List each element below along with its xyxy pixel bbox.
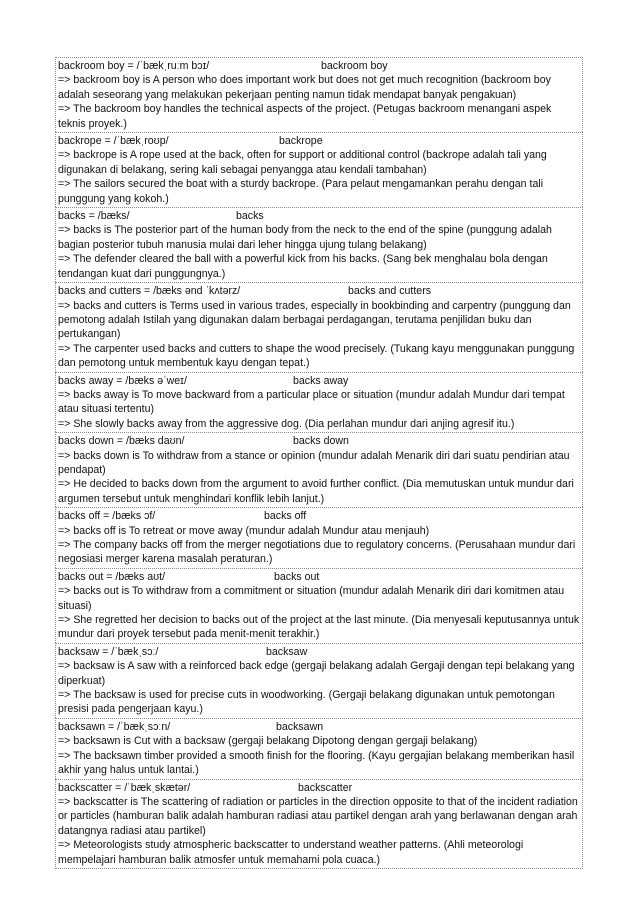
example: => The sailors secured the boat with a sturdy backrope. (Para pelaut mengamankan perahu dengan tali punggung yang kokoh.) [58,178,544,205]
example: => The company backs off from the merger negotiations due to regulatory concerns. (Perusahaan mundur dari negosiasi merger karena masalah peraturan.) [58,539,576,566]
pronunciation: backscatter = /ˈbækˌskætər/ [58,781,191,794]
entry-backsaw [55,643,583,718]
headword: backs off [264,510,307,523]
pronunciation: backrope = /ˈbækˌroʊp/ [58,135,169,148]
definition: => backs out is To withdraw from a commitment or situation (mundur adalah Menarik diri dari komitmen atau situasi) [58,585,565,612]
entry-header [58,434,580,448]
example: => The backsawn timber provided a smooth finish for the flooring. (Kayu gergajian belakang memberikan hasil akhir yang halus untuk lantai.) [58,749,575,777]
entry-header [58,720,580,734]
definition: => backs is The posterior part of the human body from the neck to the end of the spine (punggung adalah bagian posterior tubuh manusia mulai dari leher hingga ujung tulang belakang) [58,224,552,251]
entry-header [58,509,580,523]
pronunciation: backs = /bæks/ [58,210,130,223]
entry-backscatter [55,779,583,869]
definition: => backs away is To move backward from a particular place or situation (mundur adalah Mundur dari tempat atau situasi tertentu) [58,388,565,416]
example: => She regretted her decision to backs out of the project at the last minute. (Dia menyesali keputusannya untuk mundur dari proyek tersebut pada menit-menit terakhir.) [58,614,580,641]
definition: => backs down is To withdraw from a stance or opinion (mundur adalah Menarik diri dari suatu pendirian atau pendapat) [58,449,570,476]
example: => She slowly backs away from the aggressive dog. (Dia perlahan mundur dari anjing agresif itu.) [58,417,515,430]
entry-backsawn [55,718,583,779]
headword: backs down [293,435,349,448]
entry-header [58,284,580,298]
entry-backs-and-cutters [55,282,583,371]
example: => The defender cleared the ball with a powerful kick from his backs. (Sang bek menghalau bola dengan tendangan kuat dari punggungnya.) [58,253,548,280]
example: => The backsaw is used for precise cuts in woodworking. (Gergaji belakang digunakan untuk pemotongan presisi pada pengerjaan kayu.) [58,689,555,716]
entry-backs [55,207,583,282]
example: => The carpenter used backs and cutters to shape the wood precisely. (Tukang kayu menggunakan punggung dan pemotong untuk membentuk kayu dengan tepat.) [58,342,575,370]
entry-backs-off [55,507,583,568]
headword: backroom boy [321,60,388,72]
entry-header [58,59,580,73]
headword: backsaw [266,645,308,658]
headword: backrope [279,135,323,148]
pronunciation: backroom boy = /ˈbækˌruːm bɔɪ/ [58,60,210,72]
headword: backs [236,210,264,223]
entry-header [58,570,580,584]
pronunciation: backs away = /bæks əˈweɪ/ [58,374,187,387]
pronunciation: backs and cutters = /bæks ənd ˈkʌtərz/ [58,285,241,298]
definition: => backs and cutters is Terms used in various trades, especially in bookbinding and carpentry (punggung dan pemotong adalah Istilah yang digunakan dalam berbagai perdagangan, terutama penjilidan buku dan pertukangan) [58,299,571,341]
example: => He decided to backs down from the argument to avoid further conflict. (Dia memutuskan untuk mundur dari argumen tersebut untuk menghindari konflik lebih lanjut.) [58,478,574,505]
headword: backs out [274,570,320,583]
entry-backs-away [55,372,583,433]
definition: => backrope is A rope used at the back, often for support or additional control (backrope adalah tali yang digunakan di belakang, sering kali sebagai penyangga atau kendali tambahan) [58,149,547,176]
entry-header [58,645,580,659]
entry-header [58,209,580,223]
definition: => backsawn is Cut with a backsaw (gergaji belakang Dipotong dengan gergaji belakang) [58,735,478,748]
pronunciation: backsaw = /ˈbækˌsɔː/ [58,645,159,658]
pronunciation: backsawn = /ˈbækˌsɔːn/ [58,720,171,733]
pronunciation: backs out = /bæks aʊt/ [58,570,166,583]
pronunciation: backs down = /bæks daʊn/ [58,435,185,448]
headword: backs and cutters [348,285,432,298]
definition: => backs off is To retreat or move away (mundur adalah Mundur atau menjauh) [58,524,430,537]
entry-backroom-boy [55,57,583,132]
definition: => backsaw is A saw with a reinforced back edge (gergaji belakang adalah Gergaji dengan tepi belakang yang diperkuat) [58,660,575,687]
definition: => backroom boy is A person who does important work but does not get much recognition (backroom boy adalah seseorang yang melakukan pekerjaan penting namun tidak mendapat banyak pengakuan) [58,74,551,101]
entry-backrope [55,132,583,207]
entry-backs-out [55,568,583,643]
headword: backs away [293,374,349,387]
headword: backsawn [276,720,324,733]
entry-header [58,134,580,148]
entry-backs-down [55,432,583,507]
definition: => backscatter is The scattering of radiation or particles in the direction opposite to that of the incident radiation or particles (hamburan balik adalah hamburan radiasi atau partikel dengan arah yang berlawanan dengan arah datangnya radiasi atau partikel) [58,795,578,837]
headword: backscatter [298,781,353,794]
entry-header [58,374,580,388]
entry-header [58,781,580,795]
dictionary-page [55,57,583,869]
example: => The backroom boy handles the technical aspects of the project. (Petugas backroom menangani aspek teknis proyek.) [58,103,552,130]
example: => Meteorologists study atmospheric backscatter to understand weather patterns. (Ahli meteorologi mempelajari hamburan balik atmosfer untuk memahami pola cuaca.) [58,839,524,866]
pronunciation: backs off = /bæks ɔf/ [58,510,156,523]
